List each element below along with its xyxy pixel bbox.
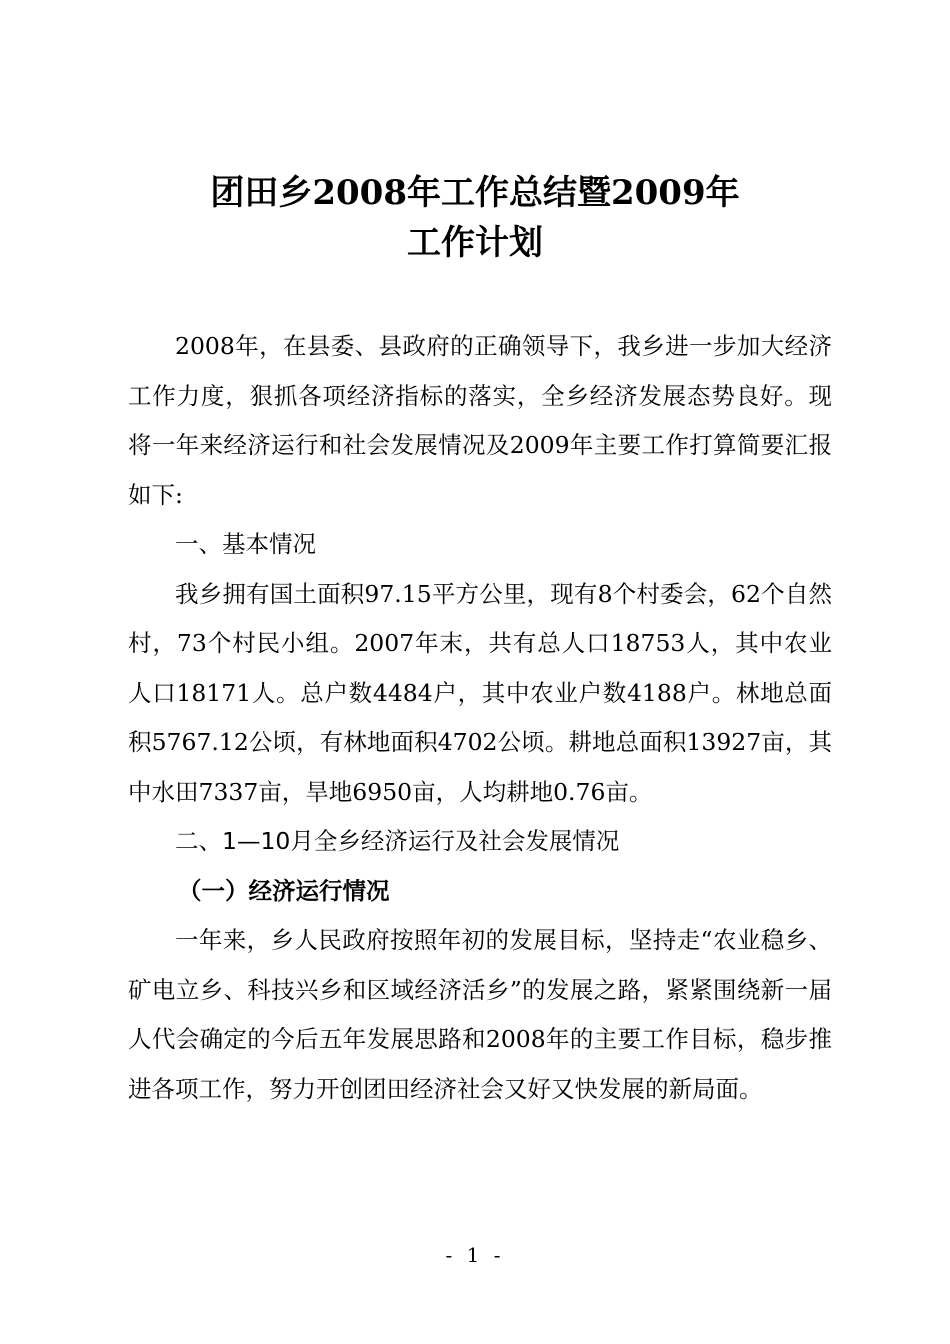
section-heading-economic-development: 二、1—10月全乡经济运行及社会发展情况 xyxy=(175,827,620,855)
document-title-line-1: 团田乡2008年工作总结暨2009年 xyxy=(210,173,740,213)
basic-situation-paragraph: 我乡拥有国土面积97.15平方公里，现有8个村委会，62个自然村，73个村民小组。2007年末，共有总人口18753人，其中农业人口18171人。总户数4484户，其中农业户数4188户。林地总面积5767.12公顷，有林地面积4702公顷。耕地总面积13927亩，其中水田7337亩，旱地6950亩，人均耕地0.76亩。 xyxy=(128,579,832,806)
subsection-heading-economic-operation: （一）经济运行情况 xyxy=(178,876,390,905)
section-heading-basic-situation: 一、基本情况 xyxy=(175,530,316,558)
page-number: - 1 - xyxy=(445,1243,505,1267)
document-body xyxy=(128,322,832,1114)
intro-paragraph: 2008年，在县委、县政府的正确领导下，我乡进一步加大经济工作力度，狠抓各项经济指标的落实，全乡经济发展态势良好。现将一年来经济运行和社会发展情况及2009年主要工作打算简要汇报如下: xyxy=(128,332,832,509)
economic-operation-paragraph: 一年来，乡人民政府按照年初的发展目标，坚持走“农业稳乡、矿电立乡、科技兴乡和区域经济活乡”的发展之路，紧紧围绕新一届人代会确定的今后五年发展思路和2008年的主要工作目标，稳步推进各项工作，努力开创团田经济社会又好又快发展的新局面。 xyxy=(128,926,832,1103)
document-title-line-2: 工作计划 xyxy=(407,223,543,263)
